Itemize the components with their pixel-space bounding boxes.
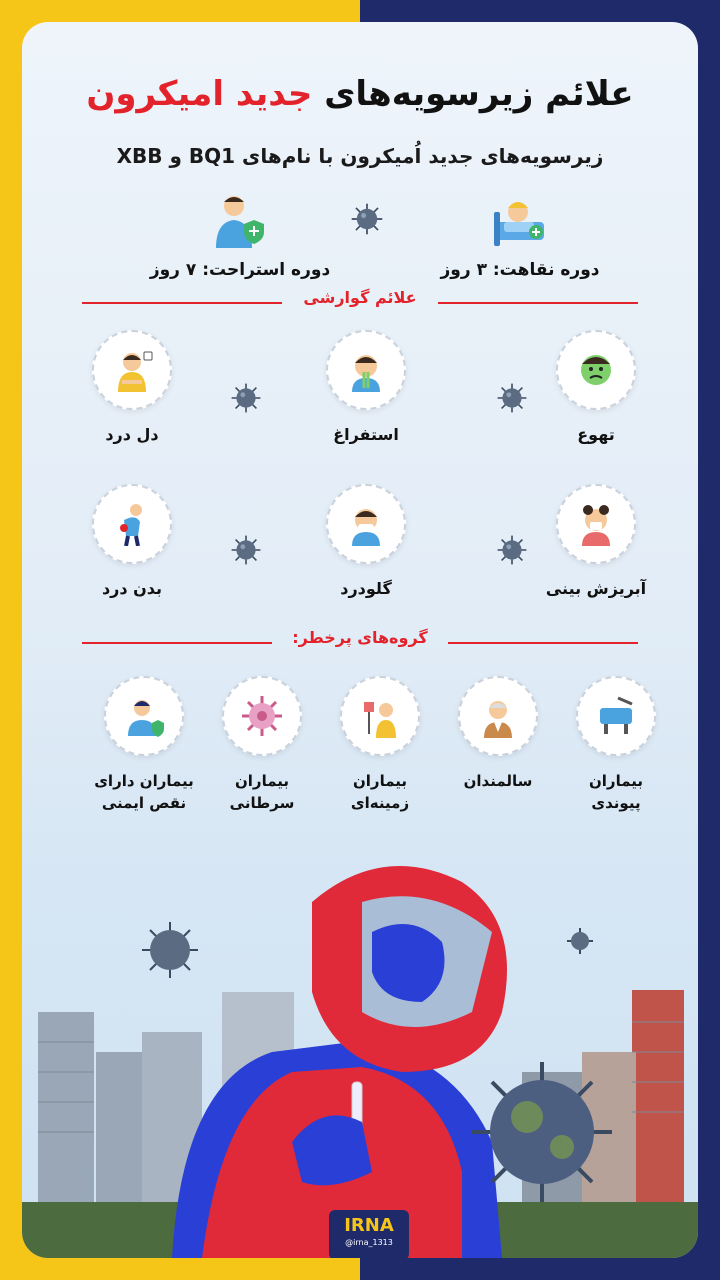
small-virus-icon xyxy=(567,928,593,954)
group-circle xyxy=(222,676,302,756)
symptom-label: بدن درد xyxy=(101,579,163,598)
virus-icon xyxy=(496,534,528,566)
symptom-label: دل درد xyxy=(105,425,159,444)
group-line1: بیماران xyxy=(588,772,644,790)
group-line1: بیماران xyxy=(352,772,408,790)
patient-in-bed-icon xyxy=(490,192,550,250)
convalescence-period xyxy=(400,192,640,280)
symptom-body-ache xyxy=(52,484,212,600)
symptom-sore-throat xyxy=(286,484,446,600)
virus-icon xyxy=(350,202,384,236)
transplant-icon xyxy=(594,694,638,738)
symptom-stomachache xyxy=(52,330,212,446)
symptom-runny-nose xyxy=(516,484,676,600)
group-circle xyxy=(104,676,184,756)
group-label xyxy=(84,770,204,814)
cancer-cell-icon xyxy=(240,694,284,738)
symptom-label: استفراغ xyxy=(333,425,399,444)
group-circle xyxy=(576,676,656,756)
symptom-label: تهوع xyxy=(577,425,615,444)
elderly-icon xyxy=(476,694,520,738)
group-circle xyxy=(340,676,420,756)
title-main: علائم زیرسویه‌های xyxy=(324,74,634,114)
risk-group-elderly xyxy=(438,676,558,792)
symptom-circle xyxy=(556,330,636,410)
group-line1: سالمندان xyxy=(463,772,533,790)
symptom-circle xyxy=(556,484,636,564)
virus-icon xyxy=(496,382,528,414)
person-shield-icon xyxy=(210,192,270,250)
group-line2: پیوندی xyxy=(591,794,641,812)
convalescence-label: دوره نقاهت: ۳ روز xyxy=(440,260,600,280)
group-label xyxy=(556,770,676,814)
symptom-label: آبریزش بینی xyxy=(545,579,647,598)
group-line1: بیماران دارای xyxy=(94,772,194,790)
runny-nose-icon xyxy=(574,502,618,546)
symptom-circle xyxy=(326,330,406,410)
irna-logo xyxy=(329,1210,409,1258)
rest-period xyxy=(120,192,360,280)
subtitle: زیرسویه‌های جدید اُمیکرون با نام‌های BQ1 و XBB xyxy=(116,144,604,168)
risk-group-immune-deficiency xyxy=(84,676,204,814)
logo-name: IRNA xyxy=(344,1215,394,1236)
symptom-nausea xyxy=(516,330,676,446)
underlying-disease-icon xyxy=(358,694,402,738)
symptom-vomit xyxy=(286,330,446,446)
nausea-icon xyxy=(574,348,618,392)
group-circle xyxy=(458,676,538,756)
group-label xyxy=(202,770,322,814)
group-line2: نقص ایمنی xyxy=(101,794,187,812)
risk-group-cancer xyxy=(202,676,322,814)
virus-icon xyxy=(230,534,262,566)
section-title: گروه‌های پرخطر: xyxy=(292,628,428,647)
hazmat-city-illustration xyxy=(22,842,698,1258)
symptom-circle xyxy=(92,484,172,564)
group-line2: زمینه‌ای xyxy=(350,794,410,812)
small-virus-icon xyxy=(142,922,198,978)
symptom-label: گلودرد xyxy=(340,579,392,598)
virus-icon xyxy=(230,382,262,414)
group-line2: سرطانی xyxy=(229,794,295,812)
group-line1: بیماران xyxy=(234,772,290,790)
symptom-circle xyxy=(326,484,406,564)
large-virus-icon xyxy=(472,1062,612,1202)
immune-deficiency-icon xyxy=(122,694,166,738)
stomachache-icon xyxy=(110,348,154,392)
symptom-circle xyxy=(92,330,172,410)
page-title xyxy=(22,74,698,114)
group-label xyxy=(320,770,440,814)
infographic-card xyxy=(22,22,698,1258)
risk-groups-heading xyxy=(82,628,638,658)
logo-handle: @irna_1313 xyxy=(345,1238,393,1247)
digestive-symptoms-heading xyxy=(82,288,638,318)
group-label xyxy=(438,770,558,792)
risk-group-underlying xyxy=(320,676,440,814)
sore-throat-icon xyxy=(344,502,388,546)
risk-group-transplant xyxy=(556,676,676,814)
rest-label: دوره استراحت: ۷ روز xyxy=(149,260,331,280)
section-title: علائم گوارشی xyxy=(303,288,417,307)
body-ache-icon xyxy=(110,502,154,546)
title-accent: جدید امیکرون xyxy=(86,74,313,114)
vomit-icon xyxy=(344,348,388,392)
